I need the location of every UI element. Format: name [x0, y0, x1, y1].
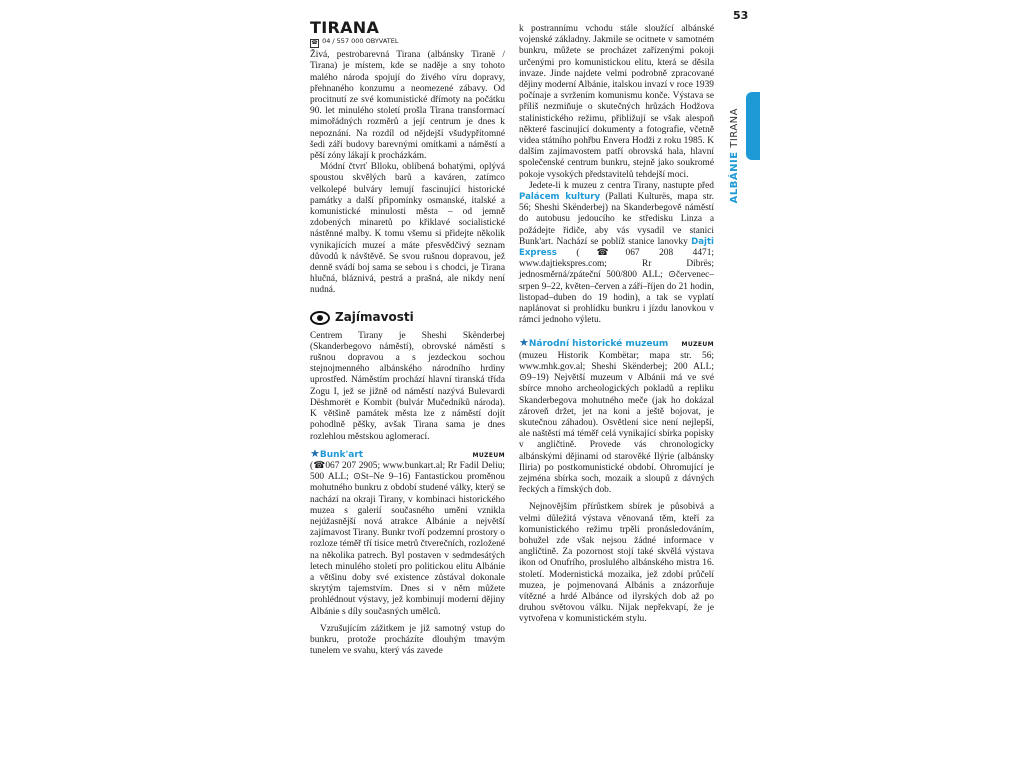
section-title: Zajímavosti	[335, 310, 414, 325]
column-left	[310, 18, 505, 657]
paragraph: k postrannímu vchodu stále sloužící albánské vojenské základny. Jakmile se ocitnete v samotném bunkru, můžete se procházet zařízenými pokoji určenými pro komunistickou elitu, která se děsila invaze. Jinde najdete velmi podrobně zpracované dějiny moderní Albánie, italskou invazí v roce 1939 počínaje a svržením komunismu konče. Výstava se příliš nezmiňuje o skutečných hrůzách Hodžova stalinistického režimu, přibližují se však alespoň některé fascinující dokumenty a fotografie, včetně videa státního pohřbu Envera Hodži z roku 1985. K dalším zajímavostem patří obrovská hala, hlavní společenské centrum bunkru, stejně jako soukromé pokoje vysokých představitelů tehdejší moci.	[519, 24, 714, 180]
column-right	[519, 24, 714, 626]
link-palace-of-culture[interactable]: Palácem kultury	[519, 192, 601, 203]
paragraph	[519, 181, 714, 327]
text: Jedete-li k muzeu z centra Tirany, nastupte před	[529, 180, 714, 191]
star-icon: ★	[310, 447, 320, 460]
paragraph: Centrem Tirany je Sheshi Skënderbej (Skanderbegovo náměstí), obrovské náměstí s rušnou dopravou a s jezdeckou sochou stejnojmenného albánského národního hrdiny uprostřed. Náměstím prochází hlavní tiranská třída Zogu I, jež se jižně od náměstí nazývá Bulevardi Dëshmorët e Kombit (bulvár Mučedníků národa). K většině památek města lze z náměstí dojít pohodlně pěšky, avšak Tirana sama je dnes rozlehlou městskou aglomerací.	[310, 330, 505, 442]
sidebar-country: ALBÁNIE	[729, 151, 740, 204]
page-number: 53	[733, 9, 749, 22]
chapter-tab	[746, 92, 760, 160]
star-icon: ★	[519, 337, 529, 350]
population-line	[310, 36, 505, 48]
entry-tag: MUZEUM	[681, 341, 714, 349]
entry-text: (☎067 207 2905; www.bunkart.al; Rr Fadil Deliu; 500 ALL; ⊙St–Ne 9–16) Fantastickou proměnou mohutného bunkru z období studené války, který se nachází na okraji Tirany, v kombinaci historického muzea s galerií současného umění vznikla nejúžasnější nová atrakce Albánie a největší zajímavost Tirany. Bunkr tvoří podzemní prostory o rozloze téměř tří tisíce metrů čtverečních, rozložené na několika patrech. Byl postaven v sedmdesátých letech minulého století pro politickou elitu Albánie a většinu doby své existence zůstával dokonale skrytým tajemstvím. Dnes si v něm můžete prohlédnout výstavy, jež kombinují moderní dějiny Albánie s díly současných umělců.	[310, 460, 505, 617]
population-text: 04 / 557 000 OBYVATEL	[322, 37, 399, 46]
entry-title: Bunk'art	[319, 449, 364, 460]
phone-icon: ☎	[311, 40, 318, 47]
sidebar-label	[729, 108, 740, 203]
entry-header	[310, 449, 505, 461]
paragraph: Nejnovějším přírůstkem sbírek je působivá a velmi důležitá výstava věnovaná těm, kteří za komunistického režimu trpěli pronásledováním, bohužel zde však nejsou žádné informace v angličtině. Za pozornost stojí také skvělá výstava ikon od Onufrího, proslulého albánského mistra 16. století. Modernistická mozaika, jež zdobí průčelí muzea, je pojmenovaná Albánis a znázorňuje vítězné a hrdé Albánce od ilyrských dob až po druhou světovou válku. Nijak nepřekvapí, že je vytvořena v komunistickém stylu.	[519, 502, 714, 625]
sidebar-city: TIRANA	[729, 108, 740, 148]
page-title: TIRANA	[310, 18, 380, 37]
entry-title: Národní historické muzeum	[528, 339, 669, 350]
entry-text: (muzeu Historik Kombëtar; mapa str. 56; www.mhk.gov.al; Sheshi Skënderbej; 200 ALL; ⊙9–19) Největší muzeum v Albánii má ve své sbírce mnoho archeologických pokladů a repliku Skanderbegova mohutného meče (jak ho dokázal zároveň držet, jet na koni a ještě bojovat, je skutečnou záhadou). Osvětlení sice není nejlepší, ale naštěstí má téměř celá vynikající sbírka popisky v angličtině. Provede vás chronologicky albánskými dějinami od starověké Ilýrie (albánsky Iliria) po postkomunistické období. Ohromující je zejména sbírka soch, mozaik a sloupů z dávných řeckých a římských dob.	[519, 350, 714, 496]
link-dajti-express[interactable]: Dajti Express	[519, 236, 714, 259]
section-heading	[310, 311, 505, 325]
text: (☎067 208 4471; www.dajtiekspres.com; Rr Dibrës; jednosměrná/zpáteční 500/800 ALL; ⊙červenec–srpen 9–22, květen–červen a září–říjen do 21 hodin, listopad–duben do 19 hodin), a tak se vyplatí naplánovat si prohlídku bunkru i jízdu lanovkou v rámci jednoho výletu.	[519, 248, 714, 326]
entry-tag: MUZEUM	[472, 451, 505, 459]
entry-header	[519, 338, 714, 350]
paragraph: Vzrušujícím zážitkem je již samotný vstup do bunkru, protože procházíte dlouhým tmavým tunelem ve svahu, který vás zavede	[310, 623, 505, 657]
paragraph: Módní čtvrť Blloku, oblíbená bohatými, oplývá spoustou skvělých barů a kaváren, zatímco velkolepé bulváry lemují fascinující historické památky a další připomínky osmanské, italské a komunistické minulosti města – od jemně zdobených minaretů po křiklavé socialistické nástěnné malby. K tomu všemu si přidejte několik vynikajících muzeí a máte přesvědčivý seznam důvodů k návštěvě. Se svou rušnou dopravou, jež denně svádí boj sama se sebou i s chodci, je Tirana hlučná, bláznivá, pestrá a prašná, ale nikdy není nudná.	[310, 162, 505, 296]
intro-paragraph: Živá, pestrobarevná Tirana (albánsky Tiranë / Tirana) je místem, kde se naděje a sny tohoto malého národa spojují do živého víru dopravy, přehnaného konzumu a neomezené zábavy. Od procitnutí ze své komunistické dřímoty na počátku 90. let minulého století prošla Tirana transformací mimořádných rozměrů a její centrum je dnes k nepoznání. Na rozdíl od nějdejší všudypřítomné šedi září budovy barevnými omítkami a náměstí a pěší zóny lákají k procházkám.	[310, 50, 505, 162]
text: (Pallati Kulturës, mapa str. 56; Sheshi Skënderbej) na Skanderbegově náměstí do autobusu jedoucího ke středisku Linza a požádejte řidiče, aby vás vysadil ve stanici Bunk'art. Nachází se poblíž stanice lanovky	[519, 192, 715, 247]
eye-icon	[310, 311, 330, 325]
